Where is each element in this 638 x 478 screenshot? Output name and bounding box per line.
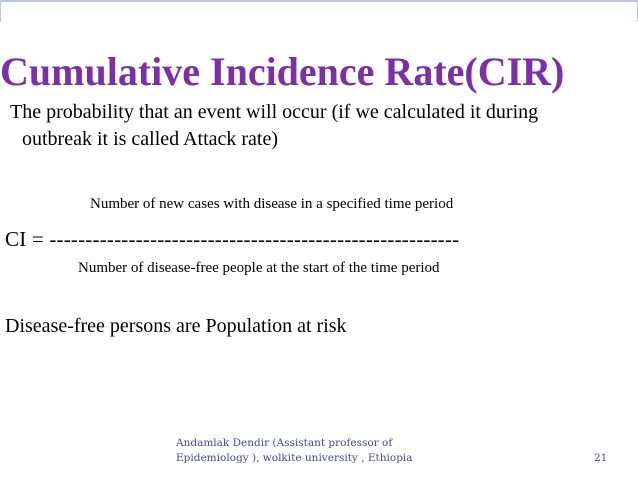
footer-credit [176,436,413,466]
formula-denominator: Number of disease-free people at the start of the time period [78,260,440,276]
definition-line-2: outbreak it is called Attack rate) [22,128,279,150]
population-at-risk-note: Disease-free persons are Population at risk [5,315,347,337]
footer-credit-line-1: Andamlak Dendir (Assistant professor of [176,437,393,449]
slide-title: Cumulative Incidence Rate(CIR) [0,49,565,94]
top-border [0,0,638,2]
footer-credit-line-2: Epidemiology ), wolkite university , Ethiopia [176,452,413,464]
definition-line-1: The probability that an event will occur (if we calculated it during [10,101,539,123]
formula-numerator: Number of new cases with disease in a specified time period [90,196,454,212]
formula-ci-line: CI = --------------------------------------------------------- [5,227,460,251]
left-border [0,0,1,22]
page-number: 21 [594,452,608,464]
